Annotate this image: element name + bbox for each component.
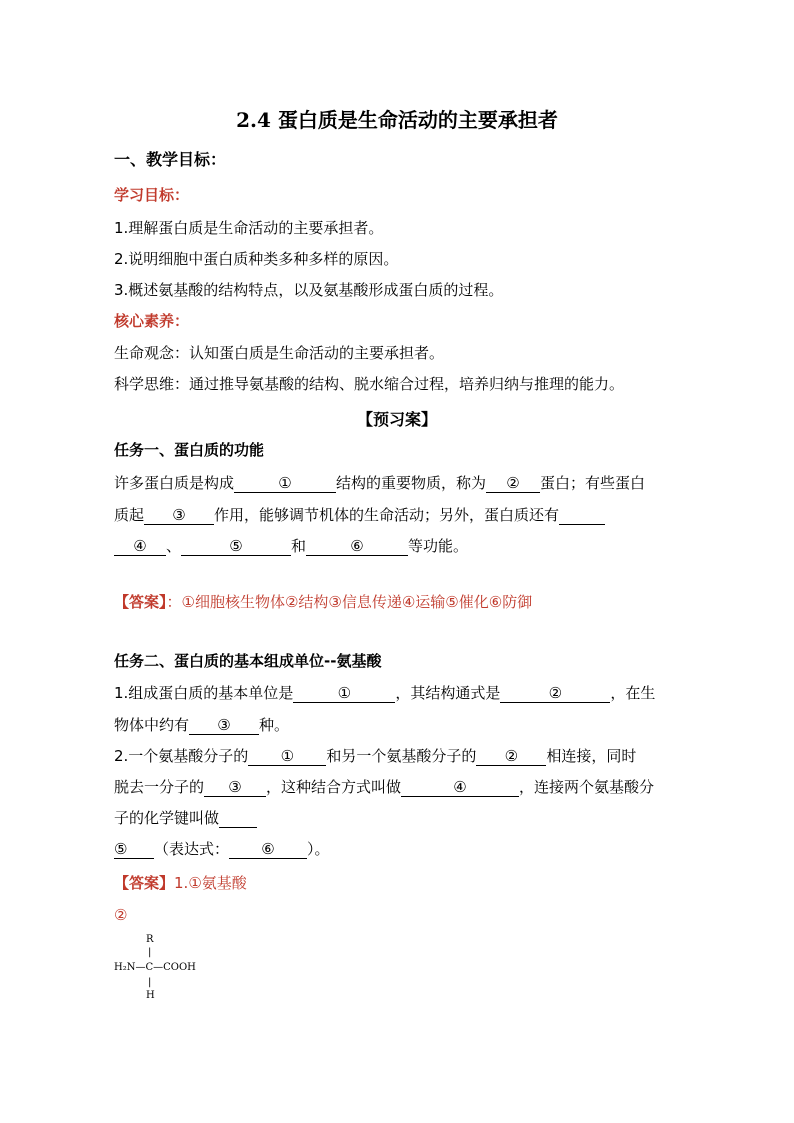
- formula-bond-top: |: [148, 947, 152, 958]
- formula-r: R: [146, 934, 154, 945]
- blank: ②: [486, 474, 540, 493]
- learning-goal-3: 3.概述氨基酸的结构特点，以及氨基酸形成蛋白质的过程。: [114, 281, 504, 299]
- blank: [219, 809, 257, 828]
- blank: ③: [144, 506, 214, 525]
- blank: ②: [500, 684, 610, 703]
- formula-bond-bottom: |: [148, 977, 152, 988]
- blank: ③: [189, 716, 259, 735]
- formula-h: H: [146, 990, 155, 1001]
- blank: ⑥: [229, 840, 307, 859]
- page-title: 2.4 蛋白质是生命活动的主要承担者: [236, 108, 558, 132]
- amino-acid-structural-formula: [114, 934, 204, 1006]
- blank: ①: [293, 684, 395, 703]
- blank: ①: [248, 747, 326, 766]
- learning-goal-2: 2.说明细胞中蛋白质种类多种多样的原因。: [114, 250, 399, 268]
- task1-line-1: 许多蛋白质是构成 ① 结构的重要物质，称为 ② 蛋白；有些蛋白: [114, 474, 646, 492]
- task2-line-3: 2.一个氨基酸分子的 ① 和另一个氨基酸分子的 ② 相连接，同时: [114, 747, 637, 765]
- core-literacy-2: 科学思维：通过推导氨基酸的结构、脱水缩合过程，培养归纳与推理的能力。: [114, 375, 625, 393]
- task2-line-1: 1.组成蛋白质的基本单位是 ① ，其结构通式是 ② ，在生: [114, 684, 656, 702]
- task1-line-2: 质起 ③ 作用，能够调节机体的生命活动；另外，蛋白质还有: [114, 506, 605, 525]
- formula-main: H₂N—C—COOH: [114, 962, 196, 973]
- blank: ④: [114, 537, 166, 556]
- task1-line-3: ④ 、 ⑤ 和 ⑥ 等功能。: [114, 537, 468, 556]
- task1-answer: 【答案】：①细胞核生物体②结构③信息传递④运输⑤催化⑥防御: [114, 593, 533, 611]
- task2-line-5: 子的化学键叫做: [114, 809, 257, 828]
- core-literacy-1: 生命观念：认知蛋白质是生命活动的主要承担者。: [114, 344, 445, 362]
- blank: ⑤: [181, 537, 291, 556]
- blank: ⑤: [114, 840, 154, 859]
- core-literacy-heading: 核心素养：: [114, 312, 190, 330]
- blank: ④: [401, 778, 519, 797]
- blank: [559, 506, 605, 525]
- task1-title: 任务一、蛋白质的功能: [114, 441, 265, 459]
- learning-goal-1: 1.理解蛋白质是生命活动的主要承担者。: [114, 219, 384, 237]
- learning-goals-heading: 学习目标：: [114, 186, 190, 204]
- blank: ②: [476, 747, 546, 766]
- blank: ③: [204, 778, 266, 797]
- task2-answer-2: ②: [114, 906, 128, 924]
- task2-title: 任务二、蛋白质的基本组成单位--氨基酸: [114, 652, 382, 670]
- task2-line-2: 物体中约有 ③ 种。: [114, 716, 290, 734]
- blank: ①: [234, 474, 336, 493]
- task2-line-6: ⑤ （表达式： ⑥ ）。: [114, 840, 330, 858]
- section-heading-goals: 一、教学目标：: [114, 150, 227, 169]
- task2-line-4: 脱去一分子的 ③ ，这种结合方式叫做 ④ ，连接两个氨基酸分: [114, 778, 655, 796]
- blank: ⑥: [306, 537, 408, 556]
- preview-heading: 【预习案】: [356, 410, 437, 429]
- task2-answer: 【答案】1.①氨基酸: [114, 874, 247, 892]
